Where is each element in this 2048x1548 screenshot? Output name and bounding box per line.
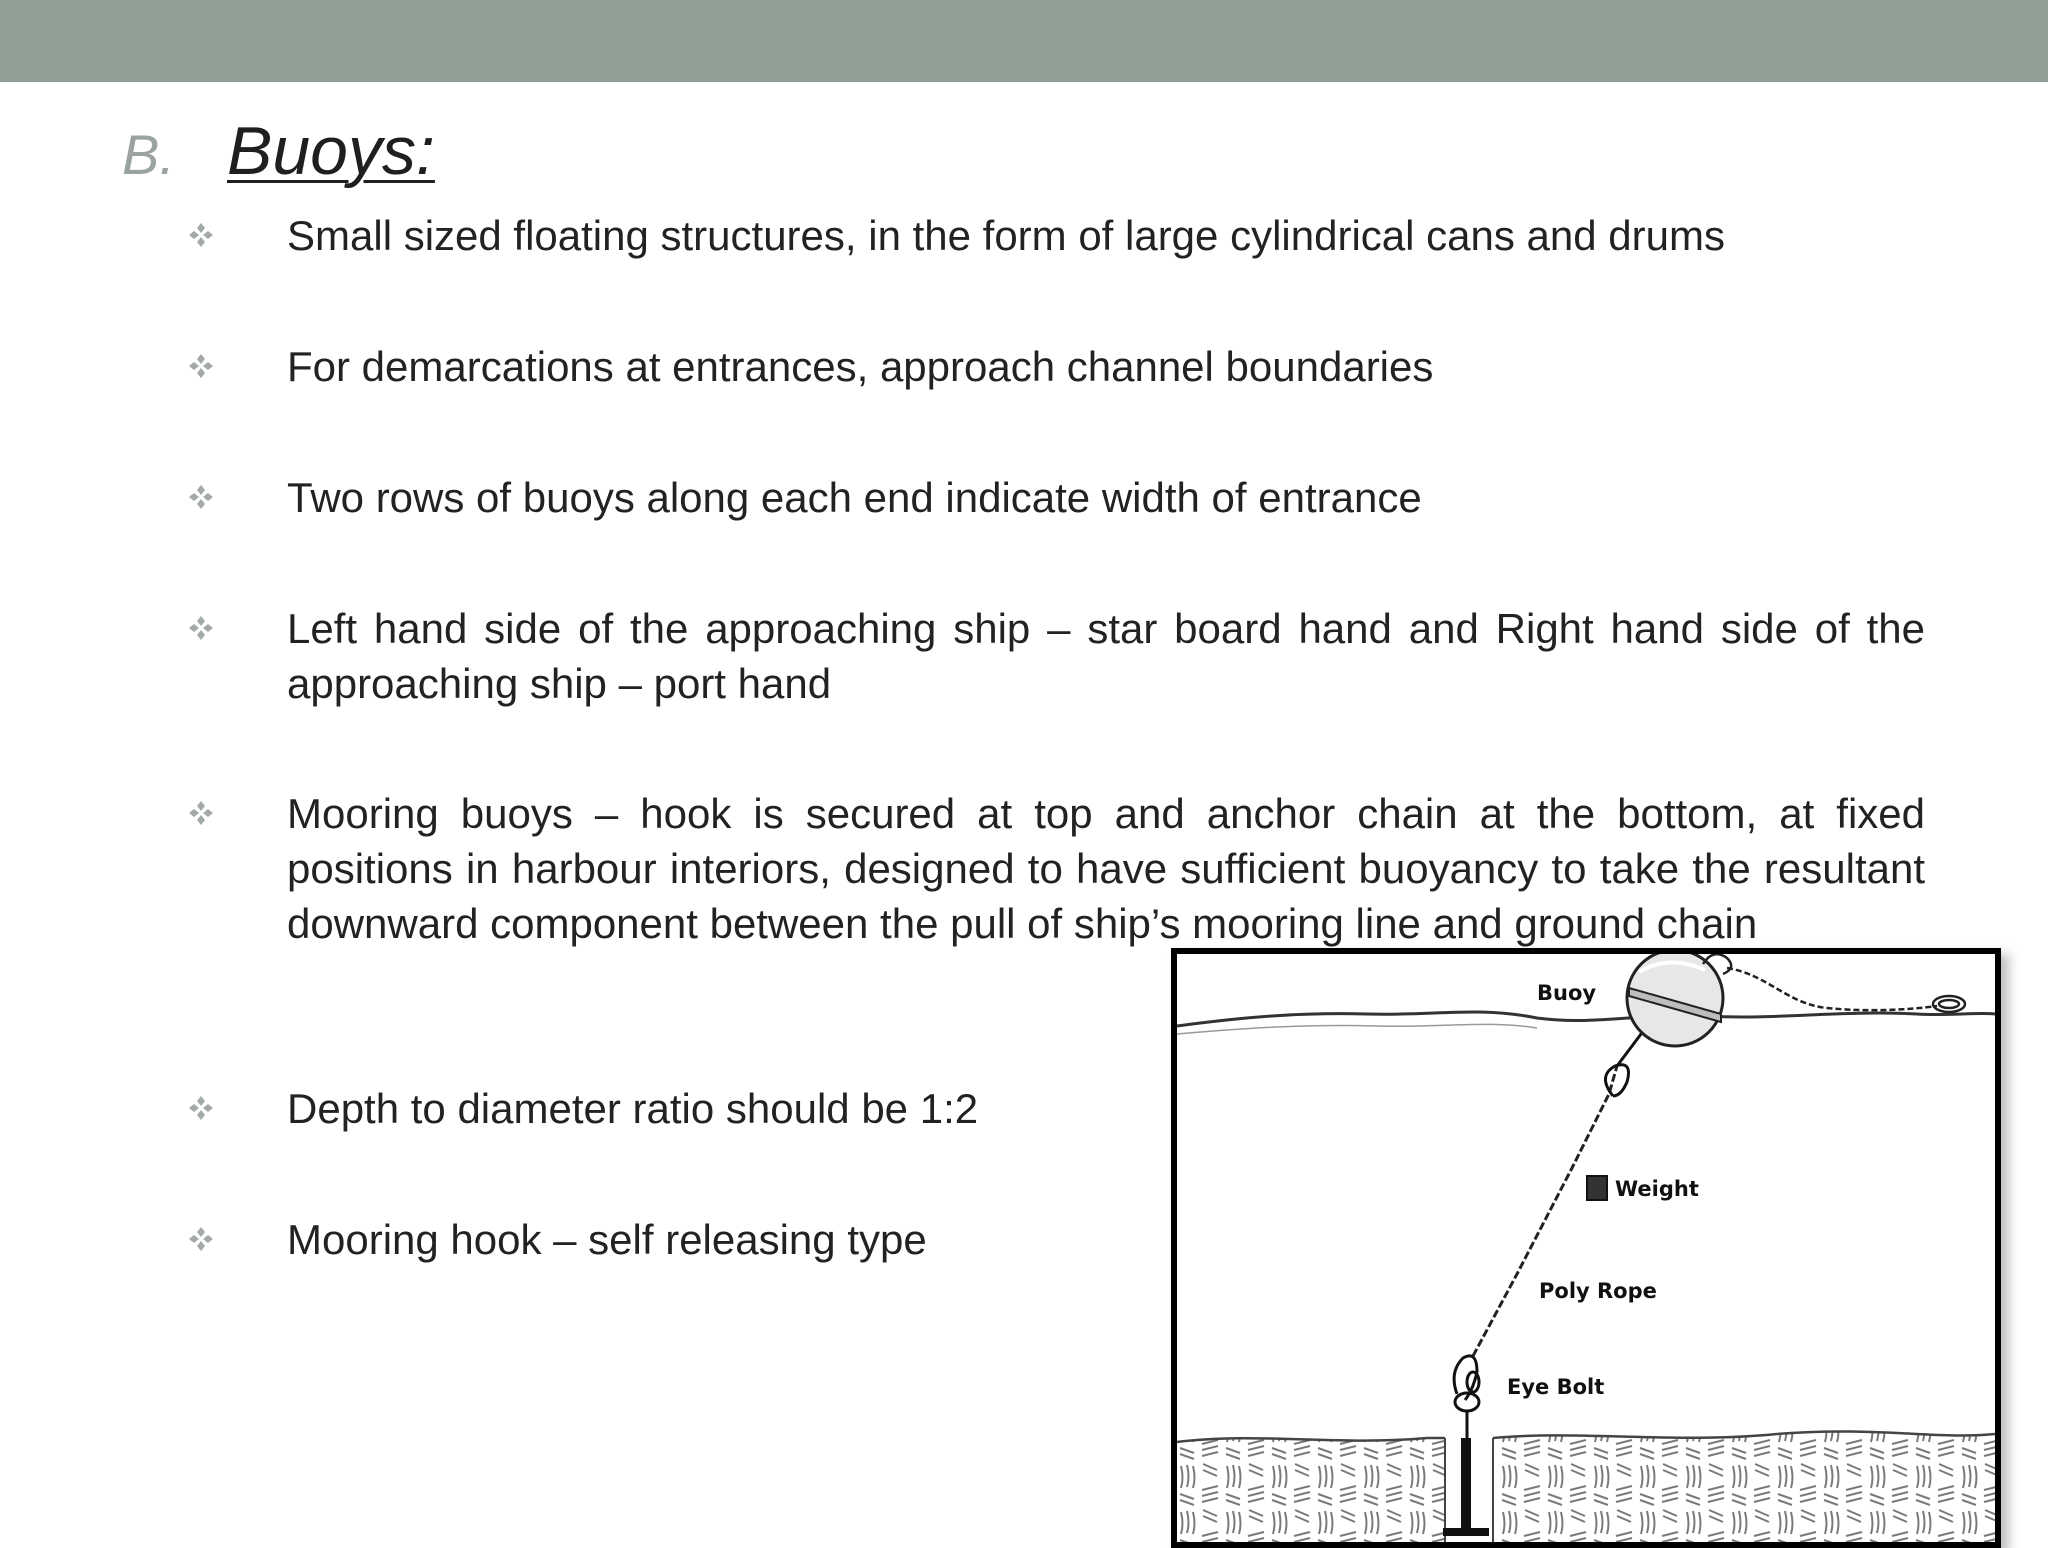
eye-bolt xyxy=(1454,1356,1479,1438)
label-buoy: Buoy xyxy=(1537,981,1597,1005)
buoy xyxy=(1627,954,1723,1046)
mooring-diagram-drawing xyxy=(1177,954,1995,1542)
slide-heading xyxy=(122,112,435,202)
heading-title: Buoys: xyxy=(227,113,435,189)
bullet-text: Small sized floating structures, in the form of large cylindrical cans and drums xyxy=(287,212,1725,259)
heading-letter: B. xyxy=(122,123,175,186)
four-diamond-bullet-icon xyxy=(186,482,216,512)
seabed xyxy=(1177,1431,1995,1542)
mooring-buoy-diagram xyxy=(1171,948,2001,1548)
mooring-line xyxy=(1703,954,1965,1012)
four-diamond-bullet-icon xyxy=(186,1224,216,1254)
bullet-text: Two rows of buoys along each end indicate width of entrance xyxy=(287,474,1422,521)
four-diamond-bullet-icon xyxy=(186,613,216,643)
bullet-text: Depth to diameter ratio should be 1:2 xyxy=(287,1085,979,1132)
bullet-text: For demarcations at entrances, approach channel boundaries xyxy=(287,343,1434,390)
anchor-pile xyxy=(1443,1438,1489,1536)
weight-block xyxy=(1587,1176,1607,1200)
label-weight: Weight xyxy=(1615,1177,1699,1201)
bullet-text: Left hand side of the approaching ship – star board hand and Right hand side of the approaching ship – port hand xyxy=(287,605,1925,707)
poly-rope xyxy=(1473,1066,1617,1356)
label-poly-rope: Poly Rope xyxy=(1539,1279,1657,1303)
four-diamond-bullet-icon xyxy=(186,220,216,250)
water-surface-line xyxy=(1177,1012,1995,1026)
bullet-text: Mooring buoys – hook is secured at top and anchor chain at the bottom, at fixed positions in harbour interiors, designed to have sufficient buoyancy to take the resultant downward component between the pull of ship’s mooring line and ground chain xyxy=(287,790,1925,947)
four-diamond-bullet-icon xyxy=(186,351,216,381)
bullet-text: Mooring hook – self releasing type xyxy=(287,1216,927,1263)
top-band xyxy=(0,0,2048,82)
label-eye-bolt: Eye Bolt xyxy=(1507,1375,1605,1399)
four-diamond-bullet-icon xyxy=(186,1093,216,1123)
four-diamond-bullet-icon xyxy=(186,798,216,828)
